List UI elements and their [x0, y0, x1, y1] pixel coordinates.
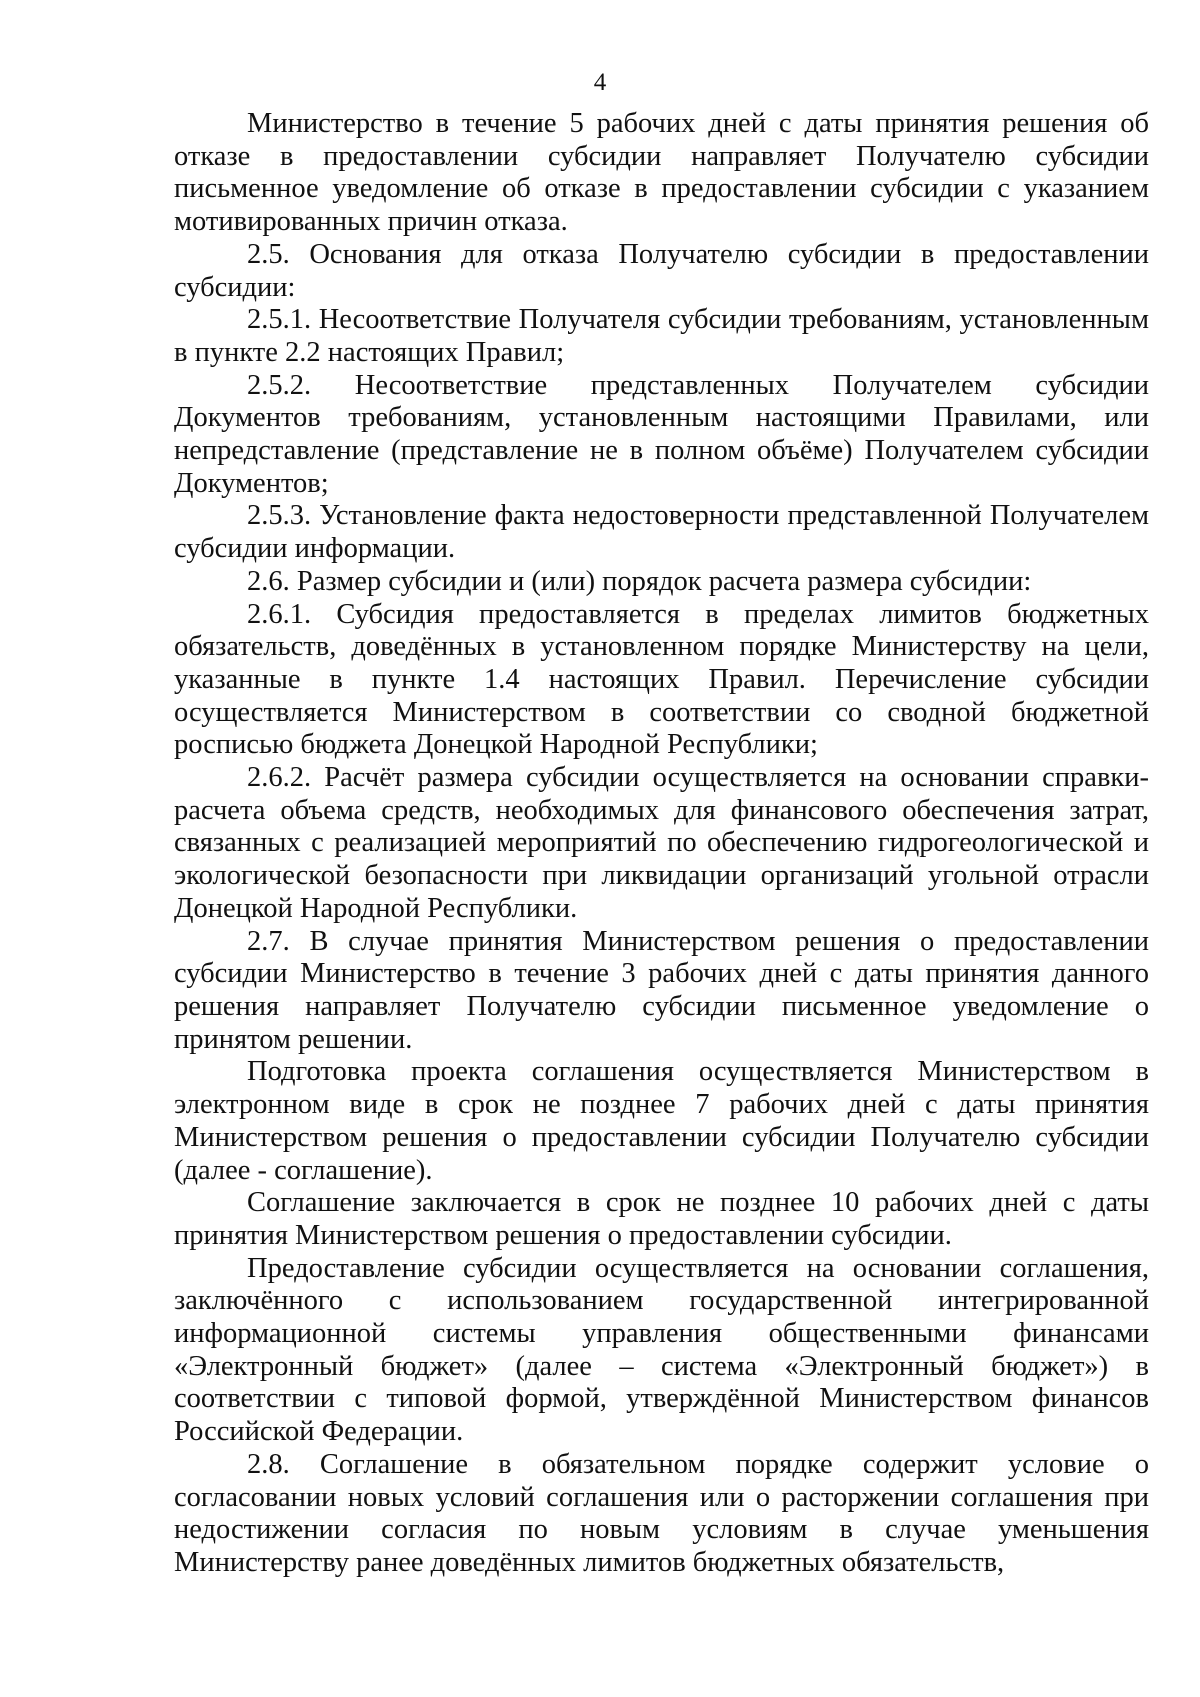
paragraph-2-5-3: 2.5.3. Установление факта недостоверности представленной Получателем субсидии информации. [174, 500, 1149, 565]
paragraph-electronic-budget: Предоставление субсидии осуществляется на основании соглашения, заключённого с использованием государственной интегрированной информационной системы управления общественными финансами «Электронный бюджет» (далее – система «Электронный бюджет») в соответствии с типовой формой, утверждённой Министерством финансов Российской Федерации. [174, 1252, 1149, 1448]
page-number: 4 [593, 69, 607, 96]
paragraph-2-5-2: 2.5.2. Несоответствие представленных Получателем субсидии Документов требованиям, установленным настоящими Правилами, или непредставление (представление не в полном объёме) Получателем субсидии Документов; [174, 369, 1149, 499]
paragraph-2-6-2: 2.6.2. Расчёт размера субсидии осуществляется на основании справки-расчета объема средств, необходимых для финансового обеспечения затрат, связанных с реализацией мероприятий по обеспечению гидрогеологической и экологической безопасности при ликвидации организаций угольной отрасли Донецкой Народной Республики. [174, 762, 1149, 924]
paragraph-2-6: 2.6. Размер субсидии и (или) порядок расчета размера субсидии: [247, 565, 1032, 597]
paragraph-2-5: 2.5. Основания для отказа Получателю субсидии в предоставлении субсидии: [174, 238, 1149, 303]
paragraph-2-6-1: 2.6.1. Субсидия предоставляется в пределах лимитов бюджетных обязательств, доведённых в установленном порядке Министерству на цели, указанные в пункте 1.4 настоящих Правил. Перечисление субсидии осуществляется Министерством в соответствии со сводной бюджетной росписью бюджета Донецкой Народной Республики; [174, 598, 1149, 761]
paragraph-2-8: 2.8. Соглашение в обязательном порядке содержит условие о согласовании новых условий соглашения или о расторжении соглашения при недостижении согласия по новым условиям в случае уменьшения Министерству ранее доведённых лимитов бюджетных обязательств, [174, 1448, 1149, 1578]
document-body [174, 108, 1149, 1580]
paragraph-2-7: 2.7. В случае принятия Министерством решения о предоставлении субсидии Министерство в течение 3 рабочих дней с даты принятия данного решения направляет Получателю субсидии письменное уведомление о принятом решении. [174, 925, 1149, 1055]
paragraph-agreement-preparation: Подготовка проекта соглашения осуществляется Министерством в электронном виде в срок не позднее 7 рабочих дней с даты принятия Министерством решения о предоставлении субсидии Получателю субсидии (далее - соглашение). [174, 1056, 1149, 1186]
paragraph-refusal-notice: Министерство в течение 5 рабочих дней с даты принятия решения об отказе в предоставлении субсидии направляет Получателю субсидии письменное уведомление об отказе в предоставлении субсидии с указанием мотивированных причин отказа. [174, 108, 1149, 238]
paragraph-2-5-1: 2.5.1. Несоответствие Получателя субсидии требованиям, установленным в пункте 2.2 настоящих Правил; [174, 304, 1149, 368]
paragraph-agreement-conclusion: Соглашение заключается в срок не позднее 10 рабочих дней с даты принятия Министерством решения о предоставлении субсидии. [174, 1187, 1149, 1251]
